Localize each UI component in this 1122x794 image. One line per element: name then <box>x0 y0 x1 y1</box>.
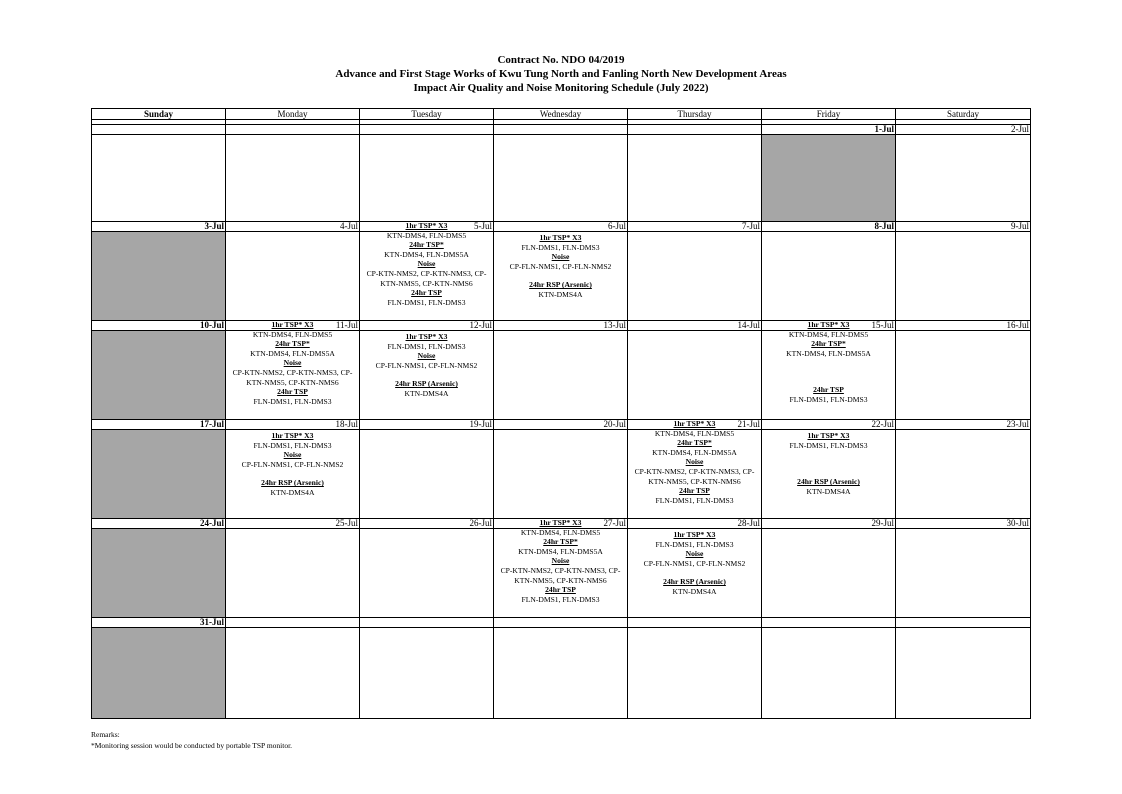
label-1hr-tsp: 1hr TSP* X3 <box>807 431 850 440</box>
day-cell-shaded <box>92 331 226 420</box>
date-cell: 17-Jul <box>92 420 226 430</box>
date-row <box>92 618 1031 628</box>
schedule-entry <box>226 319 359 406</box>
stations: FLN-DMS1, FLN-DMS3 <box>387 341 466 351</box>
label-24hr-tsp-star: 24hr TSP* <box>677 438 712 448</box>
stations: CP-FLN-NMS1, CP-FLN-NMS2 <box>241 459 344 469</box>
date-cell: 9-Jul <box>896 222 1031 232</box>
schedule-entry <box>360 220 493 307</box>
label-24hr-rsp: 24hr RSP (Arsenic) <box>395 379 458 389</box>
label-24hr-rsp: 24hr RSP (Arsenic) <box>663 577 726 587</box>
label-24hr-rsp: 24hr RSP (Arsenic) <box>529 280 592 290</box>
date-cell: 16-Jul <box>896 321 1031 331</box>
label-1hr-tsp: 1hr TSP* X3 <box>271 320 314 329</box>
label-1hr-tsp: 1hr TSP* X3 <box>539 518 582 527</box>
label-24hr-tsp: 24hr TSP <box>679 486 710 496</box>
date-cell: 20-Jul <box>494 420 628 430</box>
date-cell <box>628 618 762 628</box>
monitoring-calendar <box>91 108 1031 719</box>
stations: KTN-DMS4A <box>806 486 851 496</box>
day-cell <box>360 430 494 519</box>
date-cell <box>92 125 226 135</box>
date-cell: 13-Jul <box>494 321 628 331</box>
label-1hr-tsp: 1hr TSP* X3 <box>271 431 314 440</box>
date-cell <box>226 125 360 135</box>
day-cell-shaded <box>92 232 226 321</box>
day-cell <box>628 232 762 321</box>
stations: KTN-DMS4A <box>672 586 717 596</box>
day-cell <box>226 628 360 719</box>
stations: KTN-DMS4, FLN-DMS5A <box>786 348 871 358</box>
day-cell <box>762 232 896 321</box>
schedule-row <box>92 529 1031 618</box>
day-cell <box>226 529 360 618</box>
day-cell <box>360 529 494 618</box>
weekday-tuesday: Tuesday <box>360 109 494 120</box>
stations: FLN-DMS1, FLN-DMS3 <box>253 440 332 450</box>
weekday-monday: Monday <box>226 109 360 120</box>
day-cell <box>628 628 762 719</box>
date-cell: 18-Jul <box>226 420 360 430</box>
schedule-entry <box>494 232 627 300</box>
stations: CP-FLN-NMS1, CP-FLN-NMS2 <box>643 558 746 568</box>
label-noise: Noise <box>551 556 570 566</box>
label-noise: Noise <box>417 351 436 361</box>
label-noise: Noise <box>685 457 704 467</box>
day-cell <box>896 232 1031 321</box>
stations: FLN-DMS1, FLN-DMS3 <box>655 539 734 549</box>
weekday-header-row <box>92 109 1031 120</box>
label-1hr-tsp: 1hr TSP* X3 <box>405 332 448 341</box>
stations: KTN-NMS5, CP-KTN-NMS6 <box>514 575 607 585</box>
day-cell-shaded <box>92 529 226 618</box>
weekday-friday: Friday <box>762 109 896 120</box>
day-cell <box>896 628 1031 719</box>
label-24hr-tsp: 24hr TSP <box>545 585 576 595</box>
stations: KTN-DMS4, FLN-DMS5A <box>384 249 469 259</box>
day-cell <box>896 529 1031 618</box>
schedule-row <box>92 628 1031 719</box>
date-cell: 12-Jul <box>360 321 494 331</box>
schedule-row <box>92 135 1031 222</box>
day-cell <box>494 331 628 420</box>
date-cell <box>360 125 494 135</box>
date-row <box>92 125 1031 135</box>
day-cell <box>494 135 628 222</box>
label-24hr-tsp: 24hr TSP <box>277 387 308 397</box>
day-cell <box>896 135 1031 222</box>
day-cell <box>226 232 360 321</box>
stations: CP-KTN-NMS2, CP-KTN-NMS3, CP- <box>366 268 487 278</box>
date-row <box>92 420 1031 430</box>
schedule-title: Impact Air Quality and Noise Monitoring Schedule (July 2022) <box>413 82 709 94</box>
day-cell <box>494 430 628 519</box>
schedule-entry <box>762 319 895 405</box>
stations: KTN-DMS4, FLN-DMS5 <box>654 428 735 438</box>
date-cell: 22-Jul <box>762 420 896 430</box>
day-cell-shaded <box>762 135 896 222</box>
stations: KTN-DMS4, FLN-DMS5 <box>520 527 601 537</box>
day-cell-shaded <box>92 430 226 519</box>
label-noise: Noise <box>685 549 704 559</box>
document-header <box>0 53 1122 95</box>
stations: FLN-DMS1, FLN-DMS3 <box>789 440 868 450</box>
stations: KTN-DMS4, FLN-DMS5 <box>252 329 333 339</box>
date-row <box>92 222 1031 232</box>
label-1hr-tsp: 1hr TSP* X3 <box>673 419 716 428</box>
remarks-note: *Monitoring session would be conducted by portable TSP monitor. <box>91 741 293 750</box>
stations: CP-FLN-NMS1, CP-FLN-NMS2 <box>375 360 478 370</box>
date-cell: 24-Jul <box>92 519 226 529</box>
stations: KTN-DMS4, FLN-DMS5 <box>788 329 869 339</box>
stations: KTN-DMS4, FLN-DMS5A <box>518 546 603 556</box>
stations: KTN-DMS4, FLN-DMS5 <box>386 230 467 240</box>
label-noise: Noise <box>283 450 302 460</box>
stations: CP-KTN-NMS2, CP-KTN-NMS3, CP- <box>634 466 755 476</box>
schedule-entry <box>226 430 359 498</box>
date-cell: 3-Jul <box>92 222 226 232</box>
label-1hr-tsp: 1hr TSP* X3 <box>539 233 582 242</box>
date-cell: 28-Jul <box>628 519 762 529</box>
stations: FLN-DMS1, FLN-DMS3 <box>655 495 734 505</box>
schedule-row <box>92 430 1031 519</box>
day-cell <box>226 430 360 519</box>
day-cell <box>360 135 494 222</box>
day-cell-shaded <box>92 628 226 719</box>
date-cell <box>360 618 494 628</box>
weekday-sunday: Sunday <box>92 109 226 120</box>
stations: KTN-DMS4A <box>538 289 583 299</box>
day-cell <box>762 529 896 618</box>
schedule-row <box>92 232 1031 321</box>
date-cell: 4-Jul <box>226 222 360 232</box>
schedule-entry <box>762 430 895 496</box>
schedule-entry <box>360 331 493 399</box>
label-24hr-tsp-star: 24hr TSP* <box>543 537 578 547</box>
remarks <box>91 729 292 751</box>
schedule-entry <box>628 418 761 505</box>
day-cell <box>628 529 762 618</box>
schedule-entry <box>628 529 761 597</box>
stations: KTN-DMS4A <box>270 487 315 497</box>
stations: FLN-DMS1, FLN-DMS3 <box>253 396 332 406</box>
stations: KTN-NMS5, CP-KTN-NMS6 <box>648 476 741 486</box>
label-24hr-tsp-star: 24hr TSP* <box>811 339 846 349</box>
label-noise: Noise <box>417 259 436 269</box>
label-24hr-tsp: 24hr TSP <box>813 385 844 395</box>
date-cell <box>494 618 628 628</box>
stations: FLN-DMS1, FLN-DMS3 <box>521 594 600 604</box>
label-24hr-tsp-star: 24hr TSP* <box>275 339 310 349</box>
date-cell: 19-Jul <box>360 420 494 430</box>
stations: CP-KTN-NMS2, CP-KTN-NMS3, CP- <box>232 367 353 377</box>
label-noise: Noise <box>283 358 302 368</box>
date-cell: 31-Jul <box>92 618 226 628</box>
date-cell: 1-Jul <box>762 125 896 135</box>
stations: FLN-DMS1, FLN-DMS3 <box>521 242 600 252</box>
stations: CP-FLN-NMS1, CP-FLN-NMS2 <box>509 261 612 271</box>
date-cell: 5-Jul <box>360 222 494 232</box>
weekday-saturday: Saturday <box>896 109 1031 120</box>
day-cell <box>494 628 628 719</box>
date-cell: 21-Jul <box>628 420 762 430</box>
day-cell <box>92 135 226 222</box>
day-cell <box>360 331 494 420</box>
stations: KTN-DMS4, FLN-DMS5A <box>652 447 737 457</box>
weekday-wednesday: Wednesday <box>494 109 628 120</box>
stations: KTN-NMS5, CP-KTN-NMS6 <box>380 278 473 288</box>
day-cell <box>628 331 762 420</box>
date-cell: 23-Jul <box>896 420 1031 430</box>
date-cell: 7-Jul <box>628 222 762 232</box>
stations: KTN-NMS5, CP-KTN-NMS6 <box>246 377 339 387</box>
stations: KTN-DMS4, FLN-DMS5A <box>250 348 335 358</box>
date-cell: 8-Jul <box>762 222 896 232</box>
day-cell <box>226 135 360 222</box>
date-cell <box>494 125 628 135</box>
remarks-title: Remarks: <box>91 730 120 739</box>
stations: KTN-DMS4A <box>404 388 449 398</box>
date-cell: 15-Jul <box>762 321 896 331</box>
date-cell: 10-Jul <box>92 321 226 331</box>
date-cell <box>628 125 762 135</box>
date-cell <box>226 618 360 628</box>
schedule-row <box>92 331 1031 420</box>
label-24hr-rsp: 24hr RSP (Arsenic) <box>797 477 860 487</box>
label-1hr-tsp: 1hr TSP* X3 <box>673 530 716 539</box>
label-24hr-tsp: 24hr TSP <box>411 288 442 298</box>
label-1hr-tsp: 1hr TSP* X3 <box>405 221 448 230</box>
contract-number: Contract No. NDO 04/2019 <box>497 54 625 66</box>
date-cell: 26-Jul <box>360 519 494 529</box>
date-cell <box>762 618 896 628</box>
date-cell: 25-Jul <box>226 519 360 529</box>
day-cell <box>762 628 896 719</box>
stations: FLN-DMS1, FLN-DMS3 <box>789 394 868 404</box>
date-cell: 11-Jul <box>226 321 360 331</box>
stations: FLN-DMS1, FLN-DMS3 <box>387 297 466 307</box>
label-24hr-tsp-star: 24hr TSP* <box>409 240 444 250</box>
schedule-entry <box>494 517 627 604</box>
day-cell <box>628 135 762 222</box>
date-cell: 30-Jul <box>896 519 1031 529</box>
date-cell: 6-Jul <box>494 222 628 232</box>
stations: CP-KTN-NMS2, CP-KTN-NMS3, CP- <box>500 565 621 575</box>
project-title: Advance and First Stage Works of Kwu Tung North and Fanling North New Development Areas <box>335 68 787 80</box>
day-cell <box>494 232 628 321</box>
weekday-thursday: Thursday <box>628 109 762 120</box>
day-cell <box>360 628 494 719</box>
label-24hr-rsp: 24hr RSP (Arsenic) <box>261 478 324 488</box>
label-1hr-tsp: 1hr TSP* X3 <box>807 320 850 329</box>
date-cell: 29-Jul <box>762 519 896 529</box>
date-cell: 27-Jul <box>494 519 628 529</box>
date-cell: 14-Jul <box>628 321 762 331</box>
date-cell: 2-Jul <box>896 125 1031 135</box>
day-cell <box>896 331 1031 420</box>
date-cell <box>896 618 1031 628</box>
label-noise: Noise <box>551 252 570 262</box>
day-cell <box>896 430 1031 519</box>
day-cell <box>762 430 896 519</box>
